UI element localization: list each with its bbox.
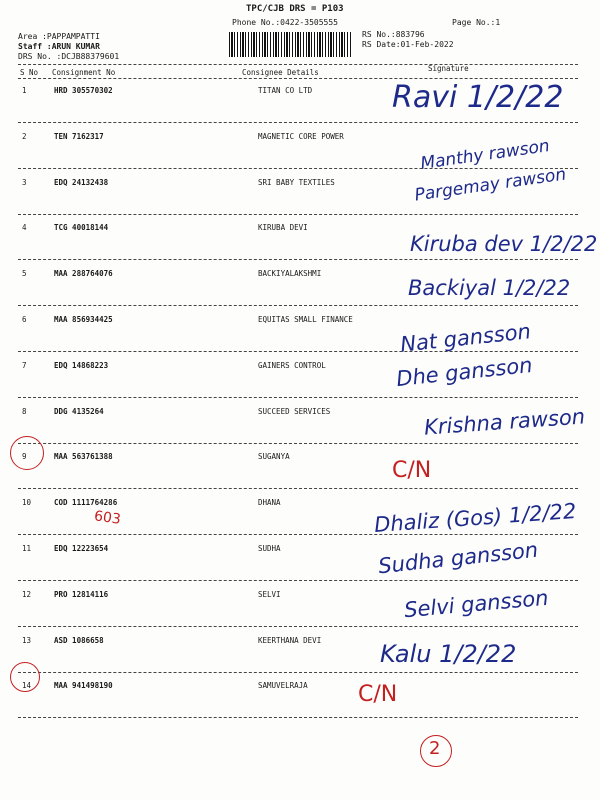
row-consignee: SELVI (258, 589, 281, 599)
row-sno: 13 (22, 635, 32, 645)
signature-8: Krishna rawson (423, 404, 586, 440)
row-divider (18, 214, 578, 215)
row-consignee: BACKIYALAKSHMI (258, 269, 322, 279)
signature-2: Manthy rawson (419, 136, 551, 174)
row-consignee: SUGANYA (258, 452, 290, 462)
row-consignee: SAMUVELRAJA (258, 681, 308, 691)
row-consignee: SRI BABY TEXTILES (258, 177, 335, 187)
row-consignment-no: MAA 288764076 (54, 269, 113, 279)
header-rule-top (18, 64, 578, 65)
row-divider (18, 168, 578, 169)
row-consignee: SUDHA (258, 544, 281, 553)
row-consignment-no: EDQ 14868223 (54, 360, 109, 370)
row-consignment-no: EDQ 24132438 (54, 177, 109, 187)
row-divider (18, 488, 578, 489)
row-consignment-no: EDQ 12223654 (54, 544, 109, 553)
drs-number: DRS No. :DCJB88379601 (18, 52, 120, 61)
row-consignee: KIRUBA DEVI (258, 223, 308, 233)
row-divider (18, 305, 578, 306)
signature-12: Selvi gansson (403, 585, 550, 623)
staff-label: Staff :ARUN KUMAR (18, 42, 100, 51)
row-divider (18, 534, 578, 535)
row-sno: 4 (22, 223, 27, 233)
row-consignee: GAINERS CONTROL (258, 360, 326, 370)
row-consignment-no: DDG 4135264 (54, 406, 104, 416)
row-consignment-no: HRD 305570302 (54, 86, 113, 95)
row-sno: 12 (22, 589, 32, 599)
col-header-consignee: Consignee Details (242, 68, 319, 77)
signature-11: Sudha gansson (377, 537, 540, 579)
row-sno: 10 (22, 498, 32, 508)
signature-13: Kalu 1/2/22 (380, 640, 517, 668)
row-consignment-no: MAA 856934425 (54, 315, 113, 324)
row-consignee: TITAN CO LTD (258, 86, 313, 95)
header-rule-bottom (18, 78, 578, 79)
row-sno: 14 (22, 681, 32, 691)
row-divider (18, 580, 578, 581)
cn-note-row9: C/N (392, 458, 432, 483)
row-divider (18, 259, 578, 260)
row-consignment-no: PRO 12814116 (54, 589, 109, 599)
cn-note-row14: C/N (358, 682, 398, 707)
row-divider (18, 122, 578, 123)
phone-number: Phone No.:0422-3505555 (232, 18, 338, 27)
row-consignee: DHANA (258, 498, 281, 508)
signature-3: Pargemay rawson (413, 164, 568, 206)
row-sno: 8 (22, 406, 27, 416)
row-consignment-no: COD 1111764286 (54, 498, 118, 508)
col-header-signature: Signature (428, 64, 469, 73)
signature-7: Dhe gansson (395, 352, 534, 392)
note-603: 603 (93, 508, 122, 528)
row-divider (18, 717, 578, 718)
row-consignment-no: ASD 1086658 (54, 635, 104, 645)
row-divider (18, 397, 578, 398)
signature-1: Ravi 1/2/22 (392, 80, 564, 115)
circled-number-mark (420, 735, 452, 767)
row-sno: 11 (22, 544, 32, 553)
row-sno: 5 (22, 269, 27, 279)
col-header-consignment: Consignment No (52, 68, 116, 77)
barcode-image (229, 32, 352, 57)
row-divider (18, 443, 578, 444)
row-consignee: EQUITAS SMALL FINANCE (258, 315, 353, 324)
red-circle-row14 (10, 662, 40, 692)
col-header-sno: S No (20, 68, 39, 77)
row-sno: 1 (22, 86, 27, 95)
row-divider (18, 351, 578, 352)
rs-date: RS Date:01-Feb-2022 (362, 40, 454, 49)
signature-4: Kiruba dev 1/2/22 (410, 232, 598, 256)
signature-5: Backiyal 1/2/22 (408, 276, 571, 300)
row-consignment-no: MAA 563761388 (54, 452, 113, 462)
row-divider (18, 672, 578, 673)
area-label: Area :PAPPAMPATTI (18, 32, 100, 41)
red-circle-row9 (10, 436, 44, 470)
row-sno: 2 (22, 131, 27, 141)
row-sno: 3 (22, 177, 27, 187)
rs-number: RS No.:883796 (362, 30, 425, 39)
page-number: Page No.:1 (452, 18, 501, 27)
signature-10: Dhaliz (Gos) 1/2/22 (373, 498, 578, 538)
row-consignee: KEERTHANA DEVI (258, 635, 322, 645)
document-title: TPC/CJB DRS = P103 (246, 4, 344, 14)
row-consignment-no: TCG 40018144 (54, 223, 109, 233)
row-consignee: MAGNETIC CORE POWER (258, 131, 344, 141)
row-consignment-no: MAA 941498190 (54, 681, 113, 691)
row-divider (18, 626, 578, 627)
row-sno: 7 (22, 360, 27, 370)
row-consignment-no: TEN 7162317 (54, 131, 104, 141)
circled-number: 2 (429, 738, 441, 759)
row-consignee: SUCCEED SERVICES (258, 406, 331, 416)
row-sno: 6 (22, 315, 27, 324)
row-sno: 9 (22, 452, 27, 462)
signature-6: Nat gansson (399, 319, 532, 357)
